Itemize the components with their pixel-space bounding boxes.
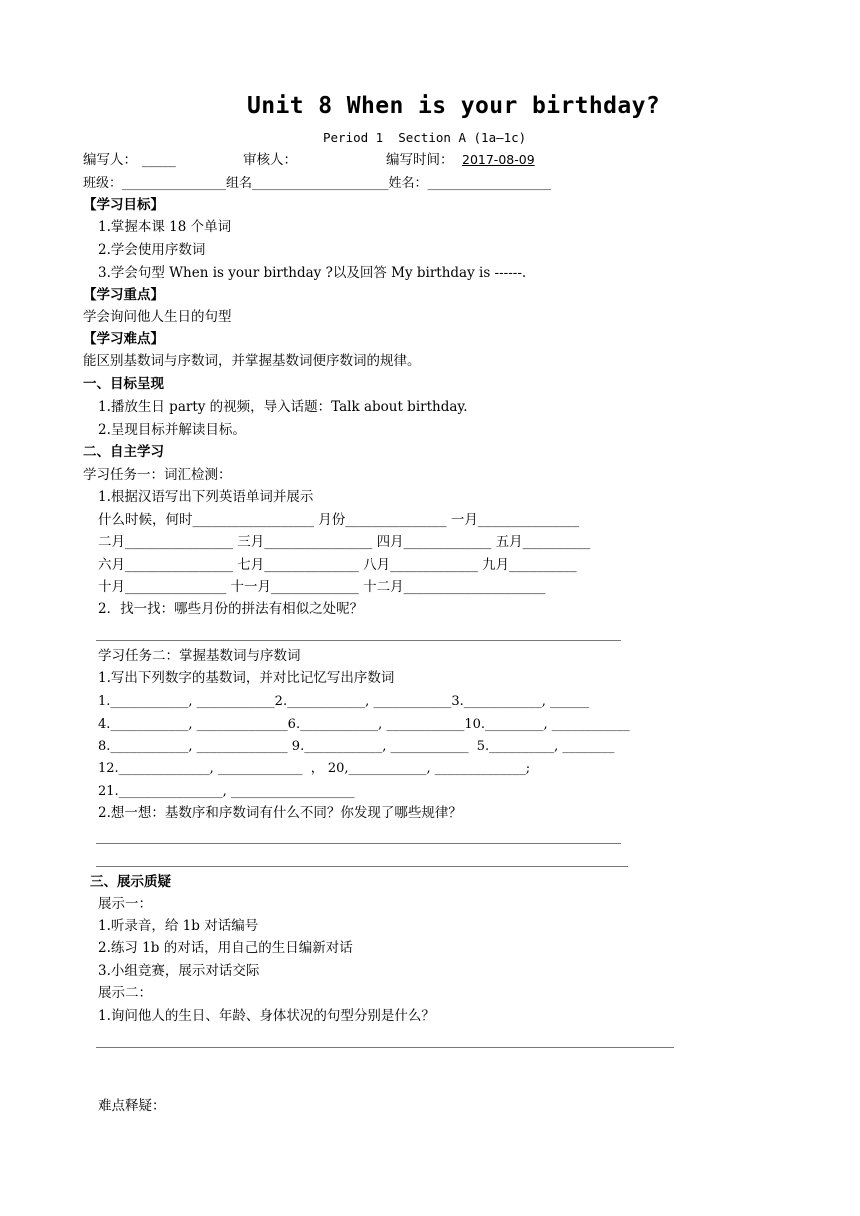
vocab-row: 六月________________ 七月______________ 八月_____________ 九月__________ [98, 557, 577, 573]
difficulty-clarification-label: 难点释疑： [98, 1098, 166, 1114]
number-row: 8.____________, ______________ 9.____________, ____________ 5.__________, ________ [98, 739, 615, 754]
show1-label: 展示一： [98, 896, 152, 912]
reviewer-label: 审核人： [243, 152, 297, 168]
section3-heading: 三、展示质疑 [90, 874, 171, 890]
section1-heading: 一、目标呈现 [83, 376, 164, 392]
answer-rule [96, 1047, 674, 1048]
task1-title: 学习任务一：词汇检测： [83, 467, 232, 483]
number-row: 4.____________, ______________6.____________, ____________10._________, ____________ [98, 717, 630, 732]
task2-question1: 1.写出下列数字的基数词，并对比记忆写出序数词 [98, 670, 395, 686]
show1-item: 2.练习 1b 的对话，用自己的生日编新对话 [98, 940, 353, 956]
show1-item: 3.小组竞赛，展示对话交际 [98, 963, 260, 979]
answer-rule [96, 640, 621, 641]
answer-rule [96, 843, 621, 844]
date-value: 2017-08-09 [462, 152, 535, 167]
focus-text: 学会询问他人生日的句型 [83, 309, 232, 325]
task1-question2: 2．找一找：哪些月份的拼法有相似之处呢？ [98, 601, 364, 617]
objective-item: 2.学会使用序数词 [98, 242, 206, 258]
author-blank: _____ [142, 152, 176, 168]
date-label: 编写时间： [386, 152, 454, 168]
number-row: 12.______________, _____________ ， 20,____________, ______________; [98, 761, 531, 776]
vocab-row: 十月_______________ 十一月_____________ 十二月_____________________ [98, 579, 546, 595]
answer-rule [96, 866, 628, 867]
show2-label: 展示二： [98, 985, 152, 1001]
section2-heading: 二、自主学习 [83, 444, 164, 460]
difficulty-text: 能区别基数词与序数词，并掌握基数词便序数词的规律。 [83, 353, 421, 369]
page-subtitle: Period 1 Section A (1a—1c) [323, 130, 527, 145]
number-row: 1.____________, ____________2.____________, ____________3.____________, ______ [98, 694, 590, 709]
show1-item: 1.听录音，给 1b 对话编号 [98, 918, 259, 934]
show2-question: 1.询问他人的生日、年龄、身体状况的句型分别是什么？ [98, 1008, 435, 1024]
objective-item: 3.学会句型 When is your birthday ?以及回答 My birthday is ------. [98, 265, 527, 281]
task2-title: 学习任务二：掌握基数词与序数词 [98, 648, 301, 664]
difficulty-heading: 【学习难点】 [83, 331, 164, 347]
class-group-name-line: 班级：________________组名_____________________姓名：___________________ [83, 176, 552, 191]
author-label: 编写人： [83, 152, 137, 168]
task1-question1: 1.根据汉语写出下列英语单词并展示 [98, 489, 314, 505]
focus-heading: 【学习重点】 [83, 287, 164, 303]
page-title: Unit 8 When is your birthday? [247, 93, 661, 119]
vocab-row: 二月________________ 三月________________ 四月_____________ 五月__________ [98, 534, 591, 550]
number-row: 21.________________, ___________________ [98, 784, 355, 799]
section1-item: 1.播放生日 party 的视频，导入话题：Talk about birthday. [98, 399, 468, 415]
objective-item: 1.掌握本课 18 个单词 [98, 219, 232, 235]
objectives-heading: 【学习目标】 [83, 197, 164, 213]
section1-item: 2.呈现目标并解读目标。 [98, 422, 246, 438]
task2-question2: 2.想一想：基数序和序数词有什么不同？你发现了哪些规律？ [98, 805, 462, 821]
vocab-row: 什么时候，何时__________________ 月份_______________ 一月_______________ [98, 512, 580, 528]
